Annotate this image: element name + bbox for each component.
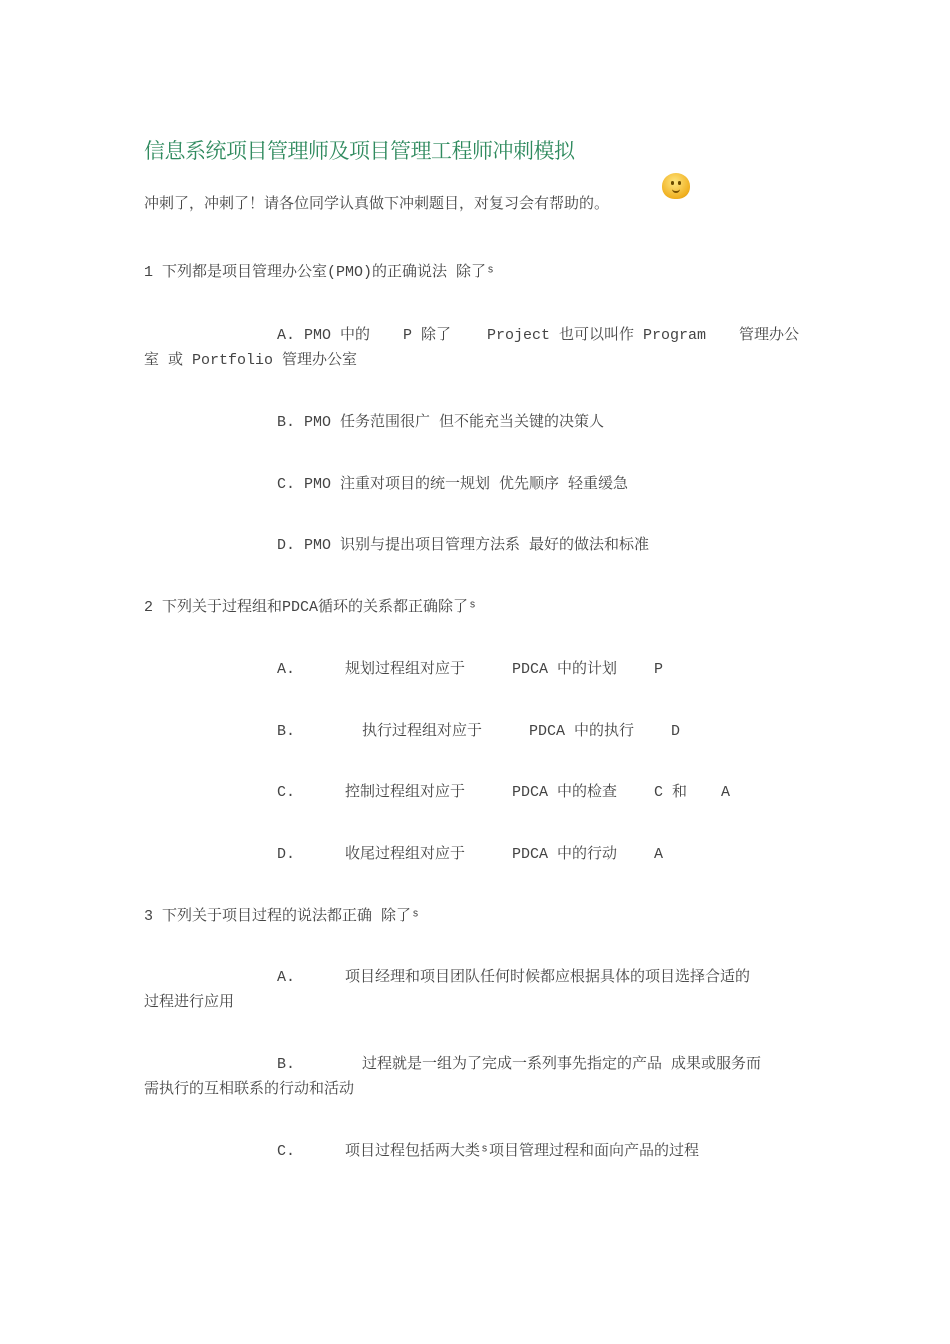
q1-option-a-part4: 管理办公 bbox=[739, 327, 800, 344]
q2-option-a-part3: P bbox=[654, 661, 664, 678]
q1-option-a-continuation: 室 或 Portfolio 管理办公室 bbox=[144, 352, 358, 369]
q2-option-b-label: B. bbox=[277, 723, 296, 740]
q3-option-c-text: 项目过程包括两大类ˢ项目管理过程和面向产品的过程 bbox=[345, 1143, 700, 1160]
q2-option-b-part1: 执行过程组对应于 bbox=[362, 723, 483, 740]
q1-option-a-part3: Project 也可以叫作 Program bbox=[487, 327, 707, 344]
q2-option-c-part4: A bbox=[721, 784, 731, 801]
q2-option-d-part1: 收尾过程组对应于 bbox=[345, 846, 466, 863]
q2-option-c-part2: PDCA 中的检查 bbox=[512, 784, 618, 801]
q3-option-a-continuation: 过程进行应用 bbox=[144, 994, 235, 1011]
q2-option-c-part1: 控制过程组对应于 bbox=[345, 784, 466, 801]
document-title: 信息系统项目管理师及项目管理工程师冲刺模拟 bbox=[144, 139, 575, 163]
q3-option-c-label: C. bbox=[277, 1143, 296, 1160]
q2-option-b-part2: PDCA 中的执行 bbox=[529, 723, 635, 740]
q2-option-c-part3: C 和 bbox=[654, 784, 688, 801]
question-1-stem: 1 下列都是项目管理办公室(PMO)的正确说法 除了ˢ bbox=[144, 264, 496, 281]
q2-option-a-label: A. bbox=[277, 661, 296, 678]
question-3-stem: 3 下列关于项目过程的说法都正确 除了ˢ bbox=[144, 908, 421, 925]
q2-option-d-part3: A bbox=[654, 846, 664, 863]
q3-option-b-continuation: 需执行的互相联系的行动和活动 bbox=[144, 1081, 355, 1098]
q3-option-b-text: 过程就是一组为了完成一系列事先指定的产品 成果或服务而 bbox=[362, 1056, 762, 1073]
q2-option-c-label: C. bbox=[277, 784, 296, 801]
q3-option-a-label: A. bbox=[277, 969, 296, 986]
q2-option-d-part2: PDCA 中的行动 bbox=[512, 846, 618, 863]
q2-option-a-part2: PDCA 中的计划 bbox=[512, 661, 618, 678]
q1-option-a-part2: P 除了 bbox=[403, 327, 452, 344]
q1-option-b: B. PMO 任务范围很广 但不能充当关键的决策人 bbox=[277, 414, 605, 431]
q2-option-d-label: D. bbox=[277, 846, 296, 863]
smiley-emoticon-icon bbox=[662, 173, 690, 199]
q1-option-c: C. PMO 注重对项目的统一规划 优先顺序 轻重缓急 bbox=[277, 476, 629, 493]
q1-option-d: D. PMO 识别与提出项目管理方法系 最好的做法和标准 bbox=[277, 537, 650, 554]
question-2-stem: 2 下列关于过程组和PDCA循环的关系都正确除了ˢ bbox=[144, 599, 478, 616]
intro-text: 冲刺了，冲刺了！请各位同学认真做下冲刺题目，对复习会有帮助的。 bbox=[144, 196, 610, 213]
q2-option-a-part1: 规划过程组对应于 bbox=[345, 661, 466, 678]
q2-option-b-part3: D bbox=[671, 723, 681, 740]
q1-option-a-part1: A. PMO 中的 bbox=[277, 327, 371, 344]
q3-option-b-label: B. bbox=[277, 1056, 296, 1073]
q3-option-a-text: 项目经理和项目团队任何时候都应根据具体的项目选择合适的 bbox=[345, 969, 751, 986]
